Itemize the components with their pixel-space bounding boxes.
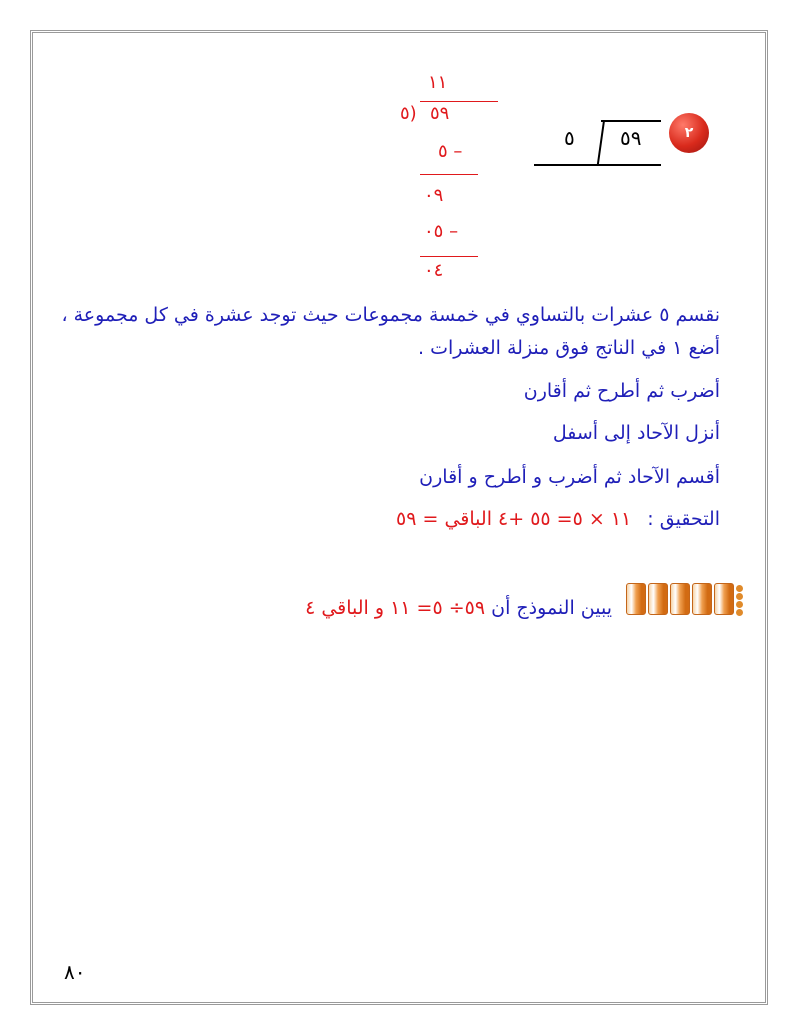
tens-rod-4 <box>692 583 712 615</box>
ones-cube-1 <box>736 585 743 592</box>
tens-rod-1 <box>626 583 646 615</box>
explanation-line-5: أقسم الآحاد ثم أضرب و أطرح و أقارن <box>419 466 720 488</box>
division-line-1 <box>420 174 478 175</box>
setup-divisor: ٥ <box>564 126 575 150</box>
division-remainder: ٠٤ <box>424 260 444 281</box>
division-divisor: ٥) <box>400 103 417 124</box>
division-top-line <box>420 101 498 102</box>
model-text: يبين النموذج أن <box>485 597 612 619</box>
explanation-line-1: نقسم ٥ عشرات بالتساوي في خمسة مجموعات حيث توجد عشرة في كل مجموعة ، <box>61 304 720 326</box>
check-line <box>396 508 720 530</box>
division-step2: ٠٩ <box>424 185 444 206</box>
ones-cube-4 <box>736 609 743 616</box>
division-line-2 <box>420 256 478 257</box>
model-result: ٥٩÷ ٥= ١١ و الباقي ٤ <box>305 597 486 619</box>
ones-cube-3 <box>736 601 743 608</box>
setup-bracket-top <box>601 120 661 122</box>
division-step1: ٥ – <box>438 141 463 162</box>
division-dividend: ٥٩ <box>430 103 450 124</box>
division-quotient: ١١ <box>428 72 448 93</box>
division-step3: ٠٥ – <box>424 221 459 242</box>
check-expression: ١١ × ٥= ٥٥ +٤ الباقي = ٥٩ <box>396 508 632 530</box>
explanation-line-3: أضرب ثم أطرح ثم أقارن <box>523 380 720 402</box>
tens-rod-2 <box>648 583 668 615</box>
setup-dividend: ٥٩ <box>620 126 642 150</box>
explanation-line-2: أضع ١ في الناتج فوق منزلة العشرات . <box>418 337 720 359</box>
problem-number-badge: ٢ <box>669 113 709 153</box>
page-number: ٨٠ <box>64 960 86 984</box>
tens-rod-5 <box>714 583 734 615</box>
model-line <box>305 597 612 619</box>
explanation-line-4: أنزل الآحاد إلى أسفل <box>552 422 720 444</box>
check-label: التحقيق : <box>647 508 720 530</box>
tens-rod-3 <box>670 583 690 615</box>
ones-cube-2 <box>736 593 743 600</box>
